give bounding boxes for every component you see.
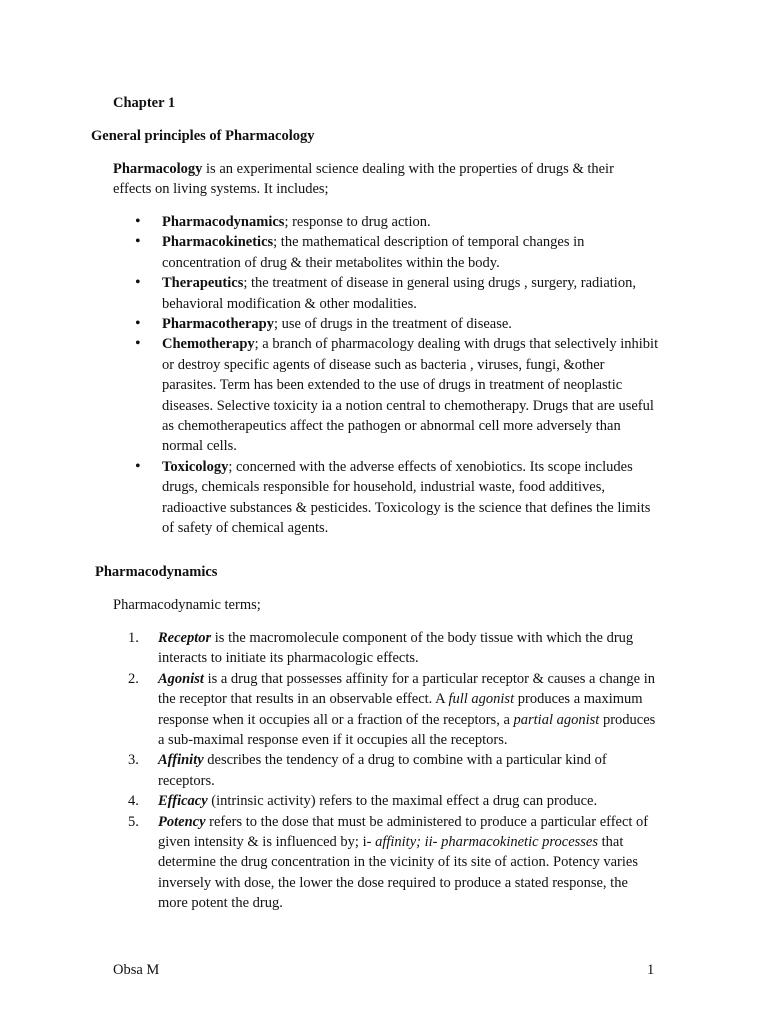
- item-number: 3.: [128, 752, 139, 769]
- item-text: is the macromolecule component of the body tissue with which the drug interacts to initiate its pharmacologic effects.: [158, 630, 634, 667]
- bullet-text: ; response to drug action.: [284, 214, 431, 230]
- bullet-term: Pharmacokinetics: [162, 234, 274, 251]
- item-term: Efficacy: [158, 793, 208, 810]
- bullet-text: ; the treatment of disease in general using drugs , surgery, radiation, behavioral modification & other modalities.: [162, 275, 636, 312]
- list-item: [128, 628, 658, 669]
- item-emphasis: full agonist: [448, 691, 515, 708]
- bullet-icon: •: [135, 457, 141, 475]
- list-item: [135, 457, 660, 539]
- item-term: Affinity: [158, 752, 204, 769]
- list-item: [128, 750, 658, 791]
- bullet-text: ; the mathematical description of temporal changes in concentration of drug & their metabolites within the body.: [162, 234, 585, 271]
- item-text: is a drug that possesses affinity for a particular receptor & causes a change in the receptor that results in an observable effect. A: [158, 670, 656, 708]
- terms-list: [128, 628, 658, 914]
- list-item: [135, 314, 660, 334]
- list-item: [135, 273, 660, 314]
- list-item: [128, 791, 658, 811]
- bullet-text: ; a branch of pharmacology dealing with drugs that selectively inhibit or destroy specific agents of disease such as bacteria , viruses, fungi, &other parasites. Term has been extended to the use of drugs in treatment of neoplastic diseases. Selective toxicity ia a notion central to chemotherapy. Drugs that are useful as chemotherapeutics affect the pathogen or abnormal cell more adversely than normal cells.: [162, 336, 659, 455]
- footer-author: Obsa M: [113, 962, 160, 978]
- bullet-icon: •: [135, 335, 141, 353]
- item-term: Agonist: [158, 670, 204, 687]
- bullet-term: Therapeutics: [162, 275, 244, 292]
- item-text: produces a sub-maximal response even if it occupies all the receptors.: [158, 711, 656, 749]
- item-number: 4.: [128, 793, 139, 810]
- item-text: that determine the drug concentration in the vicinity of its site of action. Potency varies inversely with dose, the lower the dose required to produce a stated response, the more potent the drug.: [158, 834, 638, 912]
- intro-paragraph: [113, 159, 648, 200]
- list-item: [135, 334, 660, 456]
- bullet-term: Pharmacodynamics: [162, 214, 285, 230]
- list-item: [135, 232, 660, 273]
- item-text: describes the tendency of a drug to combine with a particular kind of receptors.: [158, 752, 607, 789]
- item-emphasis: partial agonist: [513, 711, 600, 728]
- list-item: [128, 812, 658, 914]
- chapter-label: Chapter 1: [113, 95, 176, 111]
- bullet-term: Chemotherapy: [162, 336, 255, 353]
- section-heading: Pharmacodynamics: [95, 564, 218, 580]
- item-text: refers to the dose that must be administered to produce a particular effect of given intensity & is influenced by; i-: [158, 813, 649, 851]
- footer-page-number: 1: [647, 962, 655, 978]
- item-number: 2.: [128, 670, 139, 687]
- bullet-icon: •: [135, 213, 141, 230]
- item-emphasis: affinity; ii- pharmacokinetic processes: [375, 834, 599, 851]
- item-text: (intrinsic activity) refers to the maximal effect a drug can produce.: [207, 793, 598, 810]
- bullet-icon: •: [135, 315, 141, 333]
- list-item: [135, 212, 660, 232]
- definitions-list: [135, 212, 660, 539]
- bullet-icon: •: [135, 274, 141, 292]
- page-title: General principles of Pharmacology: [91, 128, 315, 144]
- item-text: produces a maximum response when it occupies all or a fraction of the receptors, a: [158, 691, 643, 728]
- item-number: 1.: [128, 630, 139, 646]
- intro-text: is an experimental science dealing with the properties of drugs & their effects on living systems. It includes;: [113, 161, 614, 198]
- bullet-icon: •: [135, 233, 141, 251]
- list-item: [128, 669, 658, 751]
- bullet-text: ; use of drugs in the treatment of disease.: [273, 316, 512, 333]
- bullet-term: Toxicology: [162, 458, 229, 475]
- item-number: 5.: [128, 813, 139, 830]
- section-subheading: Pharmacodynamic terms;: [113, 597, 261, 613]
- bullet-term: Pharmacotherapy: [162, 316, 274, 333]
- item-term: Receptor: [158, 630, 212, 646]
- intro-term: Pharmacology: [113, 161, 203, 177]
- bullet-text: ; concerned with the adverse effects of xenobiotics. Its scope includes drugs, chemicals responsible for household, industrial waste, food additives, radioactive substances & pesticides. Toxicology is the science that defines the limits of safety of chemical agents.: [162, 458, 651, 537]
- item-term: Potency: [158, 813, 206, 830]
